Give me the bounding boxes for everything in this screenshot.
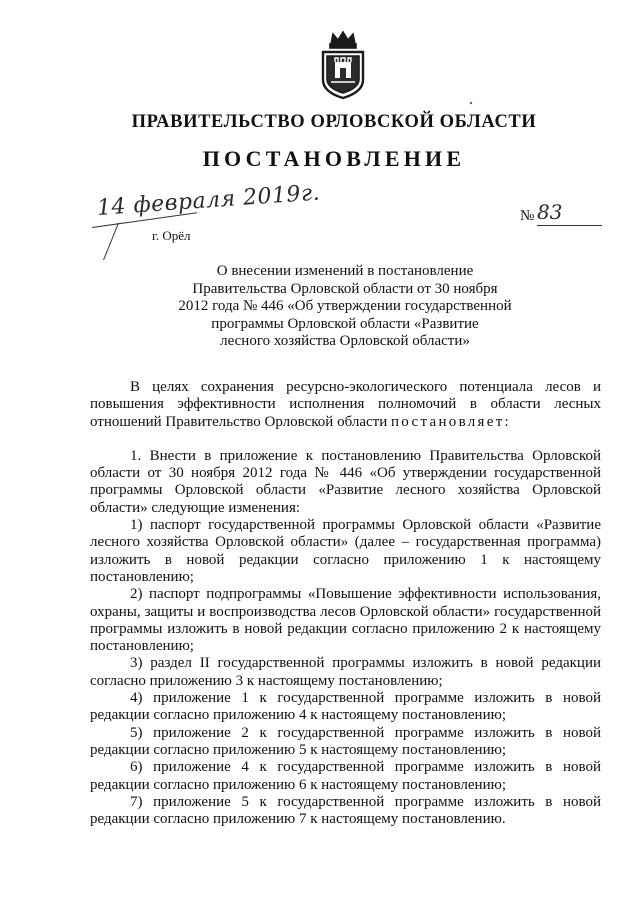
- subitem-4: 4) приложение 1 к государственной программе изложить в новой редакции согласно приложению 4 к настоящему постановлению;: [90, 690, 601, 724]
- subitem-3: 3) раздел II государственной программы изложить в новой редакции согласно приложению 3 к настоящему постановлению;: [90, 655, 601, 689]
- organization-name: ПРАВИТЕЛЬСТВО ОРЛОВСКОЙ ОБЛАСТИ: [131, 112, 537, 132]
- title-line: программы Орловской области «Развитие: [211, 315, 479, 332]
- subitem-7: 7) приложение 5 к государственной программе изложить в новой редакции согласно приложению 7 к настоящему постановлению.: [90, 793, 601, 828]
- handwritten-number: 83: [537, 200, 563, 224]
- document-title: [150, 263, 540, 351]
- title-line: О внесении изменений в постановление: [216, 263, 474, 279]
- number-label: №: [520, 208, 535, 224]
- stray-mark: [470, 102, 473, 105]
- title-line: Правительства Орловской области от 30 ноября: [192, 280, 498, 297]
- city-name: г. Орёл: [152, 228, 191, 243]
- coat-of-arms-icon: [315, 30, 371, 100]
- number-underline: [537, 225, 602, 226]
- subitem-2: 2) паспорт подпрограммы «Повышение эффективности использования, охраны, защиты и воспроизводства лесов Орловской области» государственной программы изложить в новой редакции согласно приложению 2 к настоящему постановлению;: [90, 586, 601, 655]
- preamble-text: В целях сохранения ресурсно-экологического потенциала лесов и повышения эффективности исполнения полномочий в области лесных отношений Правительство Орловской области: [90, 379, 601, 430]
- document-type: ПОСТАНОВЛЕНИЕ: [202, 146, 466, 171]
- document-body: [90, 379, 601, 828]
- item-1: 1. Внести в приложение к постановлению Правительства Орловской области от 30 ноября 2012 года № 446 «Об утверждении государственной программы Орловской области «Развитие лесного хозяйства Орловской области» следующие изменения:: [90, 447, 601, 516]
- title-line: 2012 года № 446 «Об утверждении государственной: [178, 298, 512, 314]
- date-stroke: [103, 223, 119, 260]
- subitem-6: 6) приложение 4 к государственной программе изложить в новой редакции согласно приложению 6 к настоящему постановлению;: [90, 759, 601, 793]
- handwritten-date: 14 февраля 2019г.: [96, 180, 321, 221]
- preamble: [90, 379, 601, 431]
- preamble-verb: постановляет:: [390, 413, 512, 430]
- subitem-5: 5) приложение 2 к государственной программе изложить в новой редакции согласно приложению 5 к настоящему постановлению;: [90, 724, 601, 758]
- subitem-1: 1) паспорт государственной программы Орловской области «Развитие лесного хозяйства Орловской области» (далее – государственная программа) изложить в новой редакции согласно приложению 1 к настоящему постановлению;: [90, 517, 601, 585]
- title-line: лесного хозяйства Орловской области»: [220, 333, 470, 349]
